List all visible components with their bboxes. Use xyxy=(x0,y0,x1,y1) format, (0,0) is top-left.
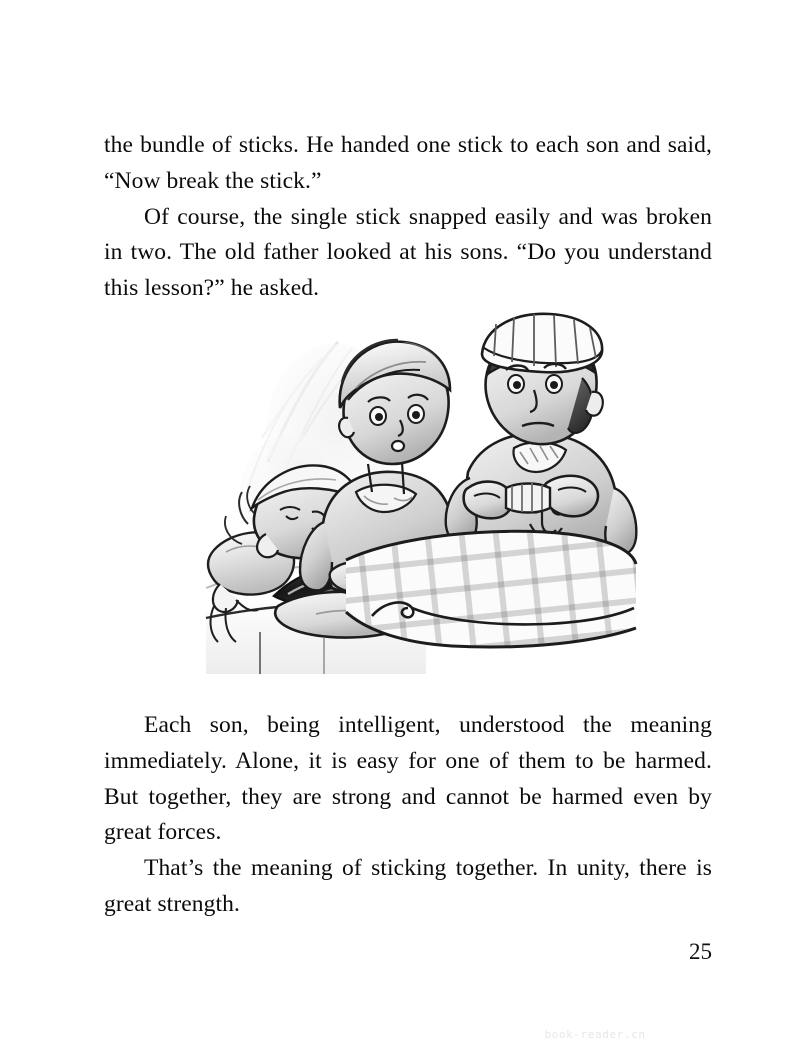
paragraph-thats-the-meaning: That’s the meaning of sticking together. In unity, there is great strength. xyxy=(104,855,712,917)
page-number: 25 xyxy=(689,939,712,964)
site-watermark: book-reader.cn xyxy=(544,1028,646,1041)
top-text-block xyxy=(104,128,712,307)
paragraph-each-son: Each son, being intelligent, understood the meaning immediately. Alone, it is easy for one of them to be harmed. But together, they are strong and cannot be harmed even by great forces. xyxy=(104,712,712,846)
bottom-text-block xyxy=(104,708,712,923)
paragraph-of-course: Of course, the single stick snapped easily and was broken in two. The old father looked at his sons. “Do you understand this lesson?” he asked. xyxy=(104,203,712,302)
paragraph-continued: the bundle of sticks. He handed one stick to each son and said, “Now break the stick.” xyxy=(104,132,712,194)
story-illustration xyxy=(196,312,642,674)
